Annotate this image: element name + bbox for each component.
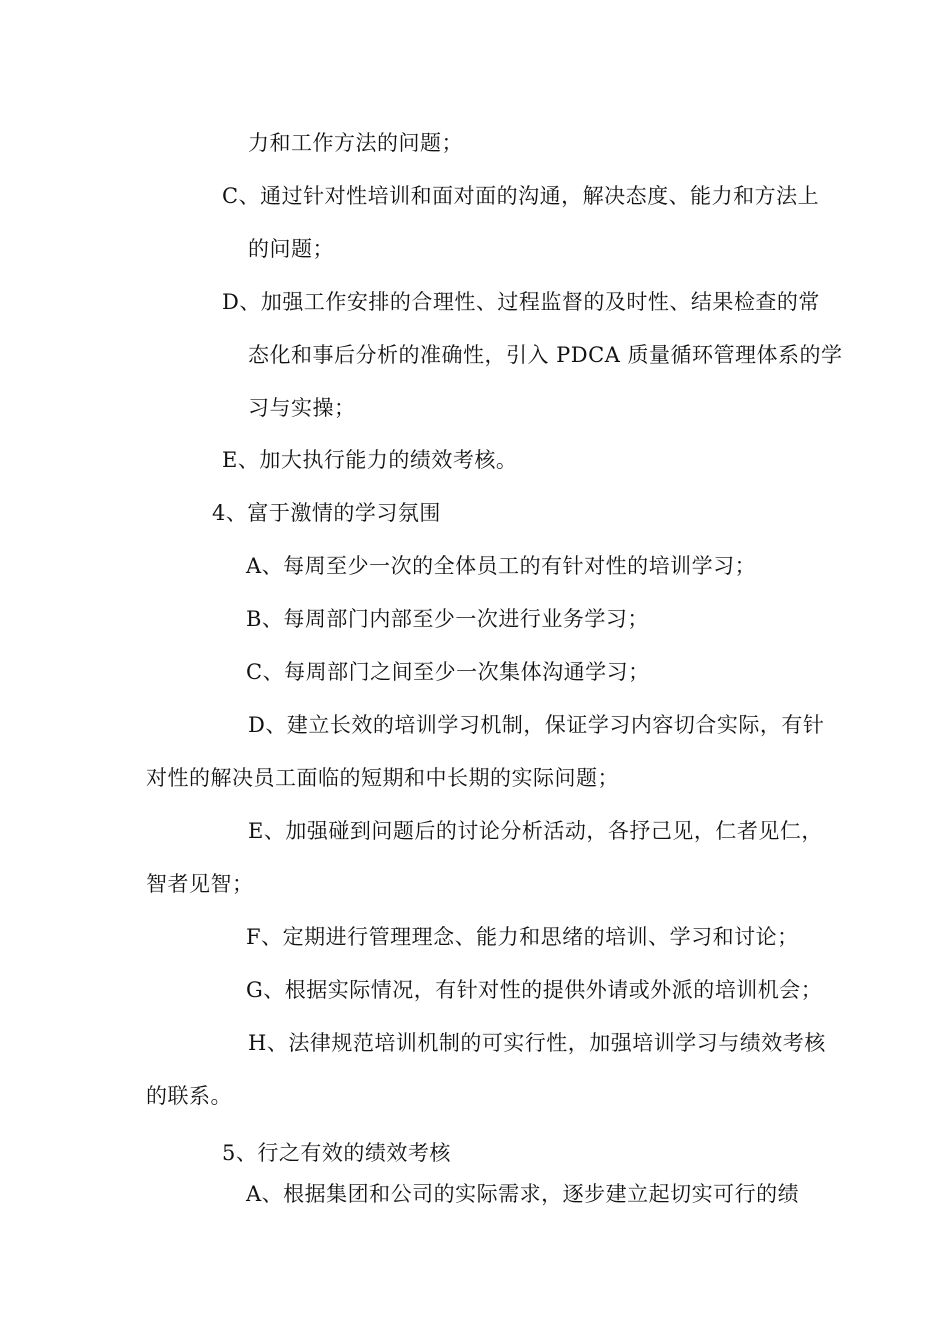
- text-line: A、根据集团和公司的实际需求，逐步建立起切实可行的绩: [246, 1182, 800, 1206]
- text-line: E、加强碰到问题后的讨论分析活动，各抒己见，仁者见仁，: [248, 819, 823, 843]
- section-heading: 4、富于激情的学习氛围: [212, 501, 441, 525]
- text-line: A、每周至少一次的全体员工的有针对性的培训学习；: [246, 554, 757, 578]
- text-line: 对性的解决员工面临的短期和中长期的实际问题；: [146, 766, 619, 790]
- text-line: D、加强工作安排的合理性、过程监督的及时性、结果检查的常: [222, 290, 820, 314]
- text-line: 态化和事后分析的准确性，引入 PDCA 质量循环管理体系的学: [248, 343, 843, 367]
- text-line: B、每周部门内部至少一次进行业务学习；: [246, 607, 649, 631]
- text-line: H、法律规范培训机制的可实行性，加强培训学习与绩效考核: [248, 1031, 826, 1055]
- text-line: E、加大执行能力的绩效考核。: [222, 448, 518, 472]
- text-line: 智者见智；: [146, 872, 254, 896]
- section-heading: 5、行之有效的绩效考核: [222, 1141, 451, 1165]
- text-line: C、通过针对性培训和面对面的沟通，解决态度、能力和方法上: [222, 184, 820, 208]
- text-line: G、根据实际情况，有针对性的提供外请或外派的培训机会；: [246, 978, 823, 1002]
- text-line: 力和工作方法的问题；: [248, 131, 463, 155]
- text-line: F、定期进行管理理念、能力和思绪的培训、学习和讨论；: [246, 925, 799, 949]
- text-line: 习与实操；: [248, 396, 356, 420]
- text-line: 的联系。: [146, 1084, 232, 1108]
- text-line: C、每周部门之间至少一次集体沟通学习；: [246, 660, 650, 684]
- text-line: 的问题；: [248, 237, 334, 261]
- text-line: D、建立长效的培训学习机制，保证学习内容切合实际，有针: [248, 713, 825, 737]
